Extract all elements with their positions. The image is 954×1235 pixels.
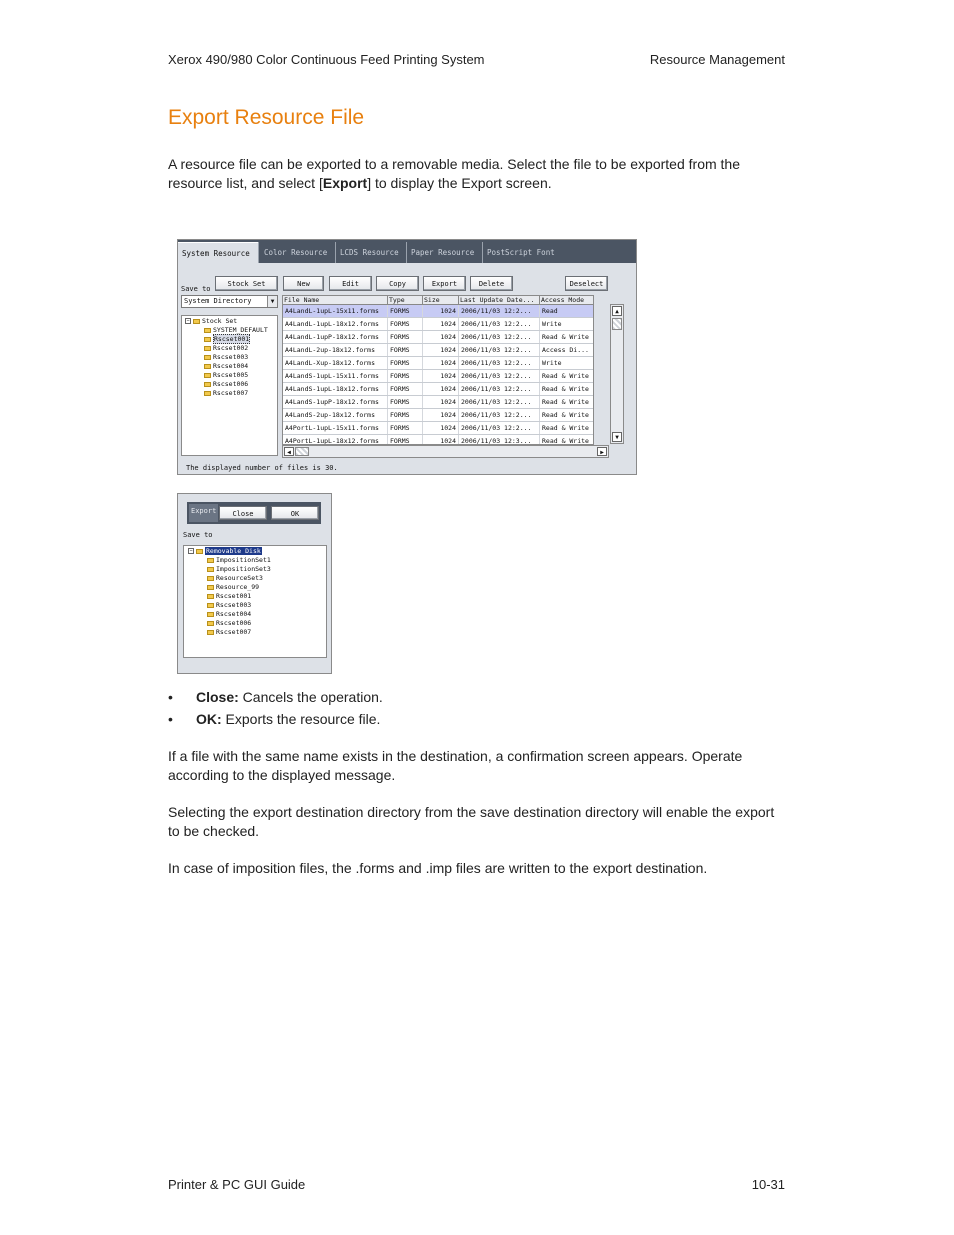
table-row[interactable] (283, 344, 594, 357)
tree-item-label: Rscset007 (216, 628, 252, 636)
tree-item[interactable] (207, 619, 251, 627)
tree-item-label: Rscset005 (213, 371, 249, 379)
cell-file-name: A4LandS-1upL-15x11.forms (283, 370, 388, 382)
tree-item[interactable] (207, 556, 271, 564)
scroll-right-icon[interactable]: ▶ (597, 447, 607, 456)
cell-last-update: 2006/11/03 12:2... (459, 344, 540, 356)
cell-file-name: A4LandS-1upP-18x12.forms (283, 396, 388, 408)
intro-text-after: ] to display the Export screen. (367, 175, 552, 191)
edit-button[interactable]: Edit (329, 276, 372, 291)
bullet-ok (168, 711, 380, 727)
tree-item[interactable] (204, 362, 248, 370)
cell-type: FORMS (388, 396, 423, 408)
cell-type: FORMS (388, 370, 423, 382)
intro-paragraph (168, 155, 788, 193)
tab-system-resource[interactable]: System Resource (178, 242, 258, 263)
folder-icon (204, 337, 211, 342)
export-destination-tree (183, 545, 327, 658)
table-row[interactable] (283, 435, 594, 445)
cell-type: FORMS (388, 409, 423, 421)
cell-file-name: A4LandS-2up-18x12.forms (283, 409, 388, 421)
scroll-up-icon[interactable]: ▲ (612, 306, 622, 316)
tree-item[interactable] (204, 326, 268, 334)
folder-icon (207, 603, 214, 608)
column-header-last-update[interactable]: Last Update Date... (459, 296, 540, 305)
cell-type: FORMS (388, 331, 423, 343)
resource-tree (181, 315, 278, 456)
folder-icon (207, 621, 214, 626)
file-count-status: The displayed number of files is 30. (186, 464, 338, 472)
folder-icon (207, 630, 214, 635)
intro-text-before: A resource file can be exported to a removable media. Select the file to be exported from the resource list, and select [ (168, 156, 740, 191)
resource-file-table (282, 295, 594, 445)
tree-item[interactable] (204, 344, 248, 352)
table-row[interactable] (283, 318, 594, 331)
save-to-label: Save to (183, 531, 213, 539)
cell-size: 1024 (423, 422, 459, 434)
paragraph-export-check: Selecting the export destination directory from the save destination directory will enable the export to be checked. (168, 804, 775, 839)
cell-access-mode: Write (540, 318, 594, 330)
tree-item-label: Rscset006 (213, 380, 249, 388)
cell-file-name: A4PortL-1upL-15x11.forms (283, 422, 388, 434)
vertical-scrollbar[interactable] (610, 304, 624, 444)
export-tab: Export (189, 504, 218, 522)
cell-size: 1024 (423, 409, 459, 421)
cell-file-name: A4PortL-1upL-18x12.forms (283, 435, 388, 445)
tree-item-label: SYSTEM_DEFAULT (213, 326, 268, 334)
resource-management-screenshot (177, 239, 637, 475)
cell-size: 1024 (423, 305, 459, 317)
directory-select[interactable] (181, 295, 278, 308)
stock-set-button[interactable]: Stock Set (215, 276, 278, 291)
save-to-label: Save to (181, 285, 211, 293)
bullet-term: OK: (196, 711, 222, 727)
tree-item-label: ResourceSet3 (216, 574, 263, 582)
tree-item-label: Resource_99 (216, 583, 260, 591)
tree-item-label: Rscset006 (216, 619, 252, 627)
cell-last-update: 2006/11/03 12:2... (459, 331, 540, 343)
tab-paper-resource[interactable]: Paper Resource (411, 248, 475, 257)
cell-last-update: 2006/11/03 12:2... (459, 422, 540, 434)
cell-type: FORMS (388, 305, 423, 317)
scroll-left-icon[interactable]: ◀ (284, 447, 294, 456)
tree-root-removable-disk[interactable] (188, 547, 262, 555)
copy-button[interactable]: Copy (376, 276, 419, 291)
export-screenshot (177, 493, 332, 674)
tree-item[interactable] (207, 610, 251, 618)
scroll-thumb[interactable] (295, 447, 309, 456)
paragraph-imposition: In case of imposition files, the .forms and .imp files are written to the export destination. (168, 860, 708, 876)
cell-type: FORMS (388, 383, 423, 395)
cell-last-update: 2006/11/03 12:2... (459, 409, 540, 421)
folder-icon (207, 585, 214, 590)
cell-last-update: 2006/11/03 12:2... (459, 383, 540, 395)
table-row[interactable] (283, 422, 594, 435)
cell-size: 1024 (423, 318, 459, 330)
cell-size: 1024 (423, 396, 459, 408)
folder-icon (207, 612, 214, 617)
folder-icon (196, 549, 203, 554)
running-header-section: Resource Management (649, 52, 785, 67)
tree-item[interactable] (207, 592, 251, 600)
bullet-close (168, 689, 383, 705)
cell-file-name: A4LandS-1upL-18x12.forms (283, 383, 388, 395)
folder-icon (207, 594, 214, 599)
tree-item-label: Rscset001 (214, 335, 250, 343)
folder-icon (204, 364, 211, 369)
cell-last-update: 2006/11/03 12:3... (459, 435, 540, 445)
tree-item[interactable] (207, 628, 251, 636)
tree-item-label: Rscset004 (213, 362, 249, 370)
folder-icon (193, 319, 200, 324)
directory-select-value: System Directory (184, 297, 252, 305)
table-row[interactable] (283, 409, 594, 422)
cell-file-name: A4LandL-Xup-18x12.forms (283, 357, 388, 369)
cell-access-mode: Read & Write (540, 435, 594, 445)
collapse-icon[interactable]: − (189, 548, 193, 554)
folder-icon (204, 391, 211, 396)
page-title: Export Resource File (168, 106, 365, 129)
export-toolbar (187, 502, 321, 524)
cell-last-update: 2006/11/03 12:2... (459, 357, 540, 369)
export-button[interactable]: Export (423, 276, 466, 291)
tree-item[interactable] (207, 565, 271, 573)
folder-icon (204, 382, 211, 387)
cell-size: 1024 (423, 435, 459, 445)
cell-file-name: A4LandL-1upL-15x11.forms (283, 305, 388, 317)
cell-type: FORMS (388, 344, 423, 356)
cell-size: 1024 (423, 357, 459, 369)
tree-item[interactable] (204, 380, 248, 388)
running-header-title: Xerox 490/980 Color Continuous Feed Printing System (168, 52, 485, 67)
folder-icon (207, 567, 214, 572)
cell-type: FORMS (388, 422, 423, 434)
table-row[interactable] (283, 305, 594, 318)
cell-last-update: 2006/11/03 12:2... (459, 396, 540, 408)
table-row[interactable] (283, 383, 594, 396)
bullet-icon: • (168, 689, 173, 705)
tree-item[interactable] (207, 601, 251, 609)
cell-access-mode: Read & Write (540, 409, 594, 421)
cell-access-mode: Read & Write (540, 383, 594, 395)
column-header-file-name[interactable]: File Name (283, 296, 388, 305)
tree-item-label: Rscset003 (213, 353, 249, 361)
tree-item-label: Rscset004 (216, 610, 252, 618)
cell-size: 1024 (423, 344, 459, 356)
cell-last-update: 2006/11/03 12:2... (459, 305, 540, 317)
scroll-down-icon[interactable]: ▼ (612, 432, 622, 442)
cell-last-update: 2006/11/03 12:2... (459, 318, 540, 330)
bullet-text: Exports the resource file. (221, 711, 381, 727)
tree-item-label: Rscset003 (216, 601, 252, 609)
tree-root-stock-set[interactable] (185, 317, 237, 325)
page-number: 10-31 (751, 1177, 785, 1192)
cell-file-name: A4LandL-1upP-18x12.forms (283, 331, 388, 343)
tree-item-label: ImpositionSet1 (216, 556, 271, 564)
close-button[interactable]: Close (219, 506, 267, 520)
cell-access-mode: Read (540, 305, 594, 317)
tree-item[interactable] (204, 371, 248, 379)
tree-item[interactable] (207, 583, 259, 591)
column-header-size[interactable]: Size (423, 296, 459, 305)
tab-postscript-font[interactable]: PostScript Font (487, 248, 555, 257)
cell-size: 1024 (423, 370, 459, 382)
folder-icon (207, 576, 214, 581)
resource-tab-bar (178, 240, 636, 263)
cell-size: 1024 (423, 383, 459, 395)
cell-access-mode: Access Di... (540, 344, 594, 356)
tree-item[interactable] (204, 389, 248, 397)
folder-icon (204, 328, 211, 333)
cell-file-name: A4LandL-2up-18x12.forms (283, 344, 388, 356)
footer-guide-name: Printer & PC GUI Guide (168, 1177, 306, 1192)
delete-button[interactable]: Delete (470, 276, 513, 291)
tree-item-label: Rscset001 (216, 592, 252, 600)
paragraph-same-name: If a file with the same name exists in the destination, a confirmation screen appears. Operate according to the displayed message. (168, 748, 743, 783)
cell-access-mode: Write (540, 357, 594, 369)
new-button[interactable]: New (283, 276, 324, 291)
cell-access-mode: Read & Write (540, 396, 594, 408)
tree-item[interactable] (204, 353, 248, 361)
cell-last-update: 2006/11/03 12:2... (459, 370, 540, 382)
folder-icon (204, 373, 211, 378)
cell-size: 1024 (423, 331, 459, 343)
tree-item[interactable] (207, 574, 263, 582)
cell-access-mode: Read & Write (540, 331, 594, 343)
ok-button[interactable]: OK (271, 506, 319, 520)
chevron-down-icon[interactable]: ▼ (267, 296, 277, 307)
folder-icon (207, 558, 214, 563)
intro-bold-export: Export (322, 175, 368, 191)
table-row[interactable] (283, 331, 594, 344)
collapse-icon[interactable]: − (186, 318, 190, 324)
table-row[interactable] (283, 357, 594, 370)
bullet-term: Close: (196, 689, 239, 705)
bullet-text: Cancels the operation. (238, 689, 383, 705)
deselect-button[interactable]: Deselect (565, 276, 608, 291)
tree-item-selected[interactable] (204, 335, 250, 343)
tree-item-label: ImpositionSet3 (216, 565, 271, 573)
cell-file-name: A4LandL-1upL-18x12.forms (283, 318, 388, 330)
cell-type: FORMS (388, 357, 423, 369)
tree-item-label: Rscset007 (213, 389, 249, 397)
tree-item-label: Rscset002 (213, 344, 249, 352)
column-header-access-mode[interactable]: Access Mode (540, 296, 594, 305)
tree-item-label: Stock Set (202, 317, 238, 325)
tab-separator (258, 242, 259, 263)
folder-icon (204, 355, 211, 360)
bullet-icon: • (168, 711, 173, 727)
cell-access-mode: Read & Write (540, 422, 594, 434)
scroll-thumb[interactable] (612, 318, 622, 330)
tree-item-label: Removable Disk (206, 547, 261, 555)
table-row[interactable] (283, 396, 594, 409)
cell-type: FORMS (388, 318, 423, 330)
cell-access-mode: Read & Write (540, 370, 594, 382)
column-header-type[interactable]: Type (388, 296, 423, 305)
table-row[interactable] (283, 370, 594, 383)
tab-color-resource[interactable]: Color Resource (264, 248, 328, 257)
horizontal-scrollbar[interactable] (282, 445, 609, 458)
tab-lcds-resource[interactable]: LCDS Resource (340, 248, 399, 257)
cell-type: FORMS (388, 435, 423, 445)
folder-icon (204, 346, 211, 351)
